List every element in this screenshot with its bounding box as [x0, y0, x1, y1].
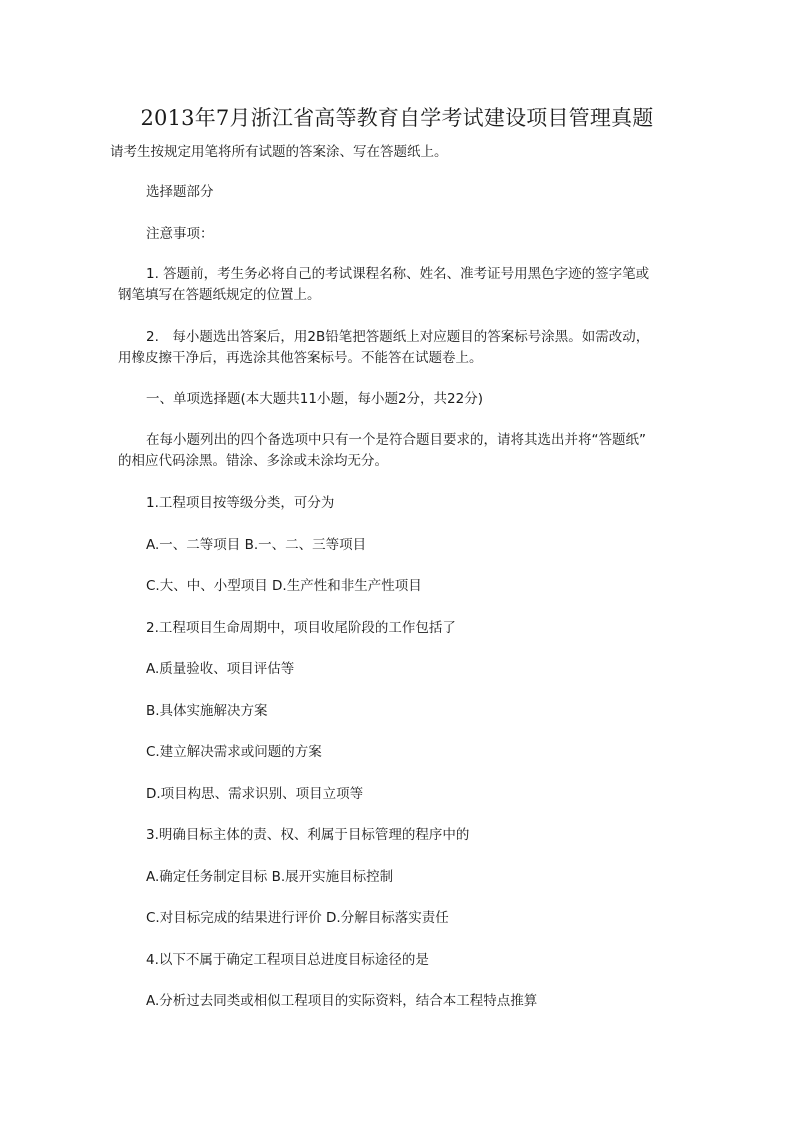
document-title: 2013年7月浙江省高等教育自学考试建设项目管理真题 — [140, 106, 654, 130]
question-2-option: D.项目构思、需求识别、项目立项等 — [146, 786, 364, 802]
question-2-option: B.具体实施解决方案 — [146, 703, 268, 719]
question-2-option: C.建立解决需求或问题的方案 — [146, 744, 322, 760]
question-1-option: A.一、二等项目 B.一、二、三等项目 — [146, 537, 367, 553]
part-1-description-line-1: 在每小题列出的四个备选项中只有一个是符合题目要求的，请将其选出并将“答题纸” — [146, 432, 646, 448]
section-label: 选择题部分 — [146, 184, 214, 200]
question-4-stem: 4.以下不属于确定工程项目总进度目标途径的是 — [146, 952, 429, 968]
question-4-option: A.分析过去同类或相似工程项目的实际资料，结合本工程特点推算 — [146, 993, 538, 1009]
part-1-description — [118, 430, 678, 472]
instruction-text: 请考生按规定用笔将所有试题的答案涂、写在答题纸上。 — [110, 144, 448, 160]
question-3-option: A.确定任务制定目标 B.展开实施目标控制 — [146, 869, 394, 885]
note-1-line-1: 1. 答题前，考生务必将自己的考试课程名称、姓名、准考证号用黑色字迹的签字笔或 — [146, 266, 650, 282]
question-2-option: A.质量验收、项目评估等 — [146, 661, 295, 677]
note-1 — [118, 264, 678, 306]
question-3-stem: 3.明确目标主体的责、权、利属于目标管理的程序中的 — [146, 827, 470, 843]
part-1-heading: 一、单项选择题(本大题共11小题，每小题2分，共22分) — [146, 391, 483, 407]
question-2-stem: 2.工程项目生命周期中，项目收尾阶段的工作包括了 — [146, 620, 456, 636]
question-1-stem: 1.工程项目按等级分类，可分为 — [146, 495, 335, 511]
notes-label: 注意事项： — [146, 226, 214, 242]
note-2 — [118, 327, 678, 369]
question-3-option: C.对目标完成的结果进行评价 D.分解目标落实责任 — [146, 910, 449, 926]
note-1-line-2: 钢笔填写在答题纸规定的位置上。 — [118, 287, 321, 303]
note-2-line-2: 用橡皮擦干净后，再选涂其他答案标号。不能答在试题卷上。 — [118, 350, 483, 366]
part-1-description-line-2: 的相应代码涂黑。错涂、多涂或未涂均无分。 — [118, 453, 388, 469]
note-2-line-1: 2. 每小题选出答案后，用2B铅笔把答题纸上对应题目的答案标号涂黑。如需改动， — [146, 329, 650, 345]
question-1-option: C.大、中、小型项目 D.生产性和非生产性项目 — [146, 578, 422, 594]
